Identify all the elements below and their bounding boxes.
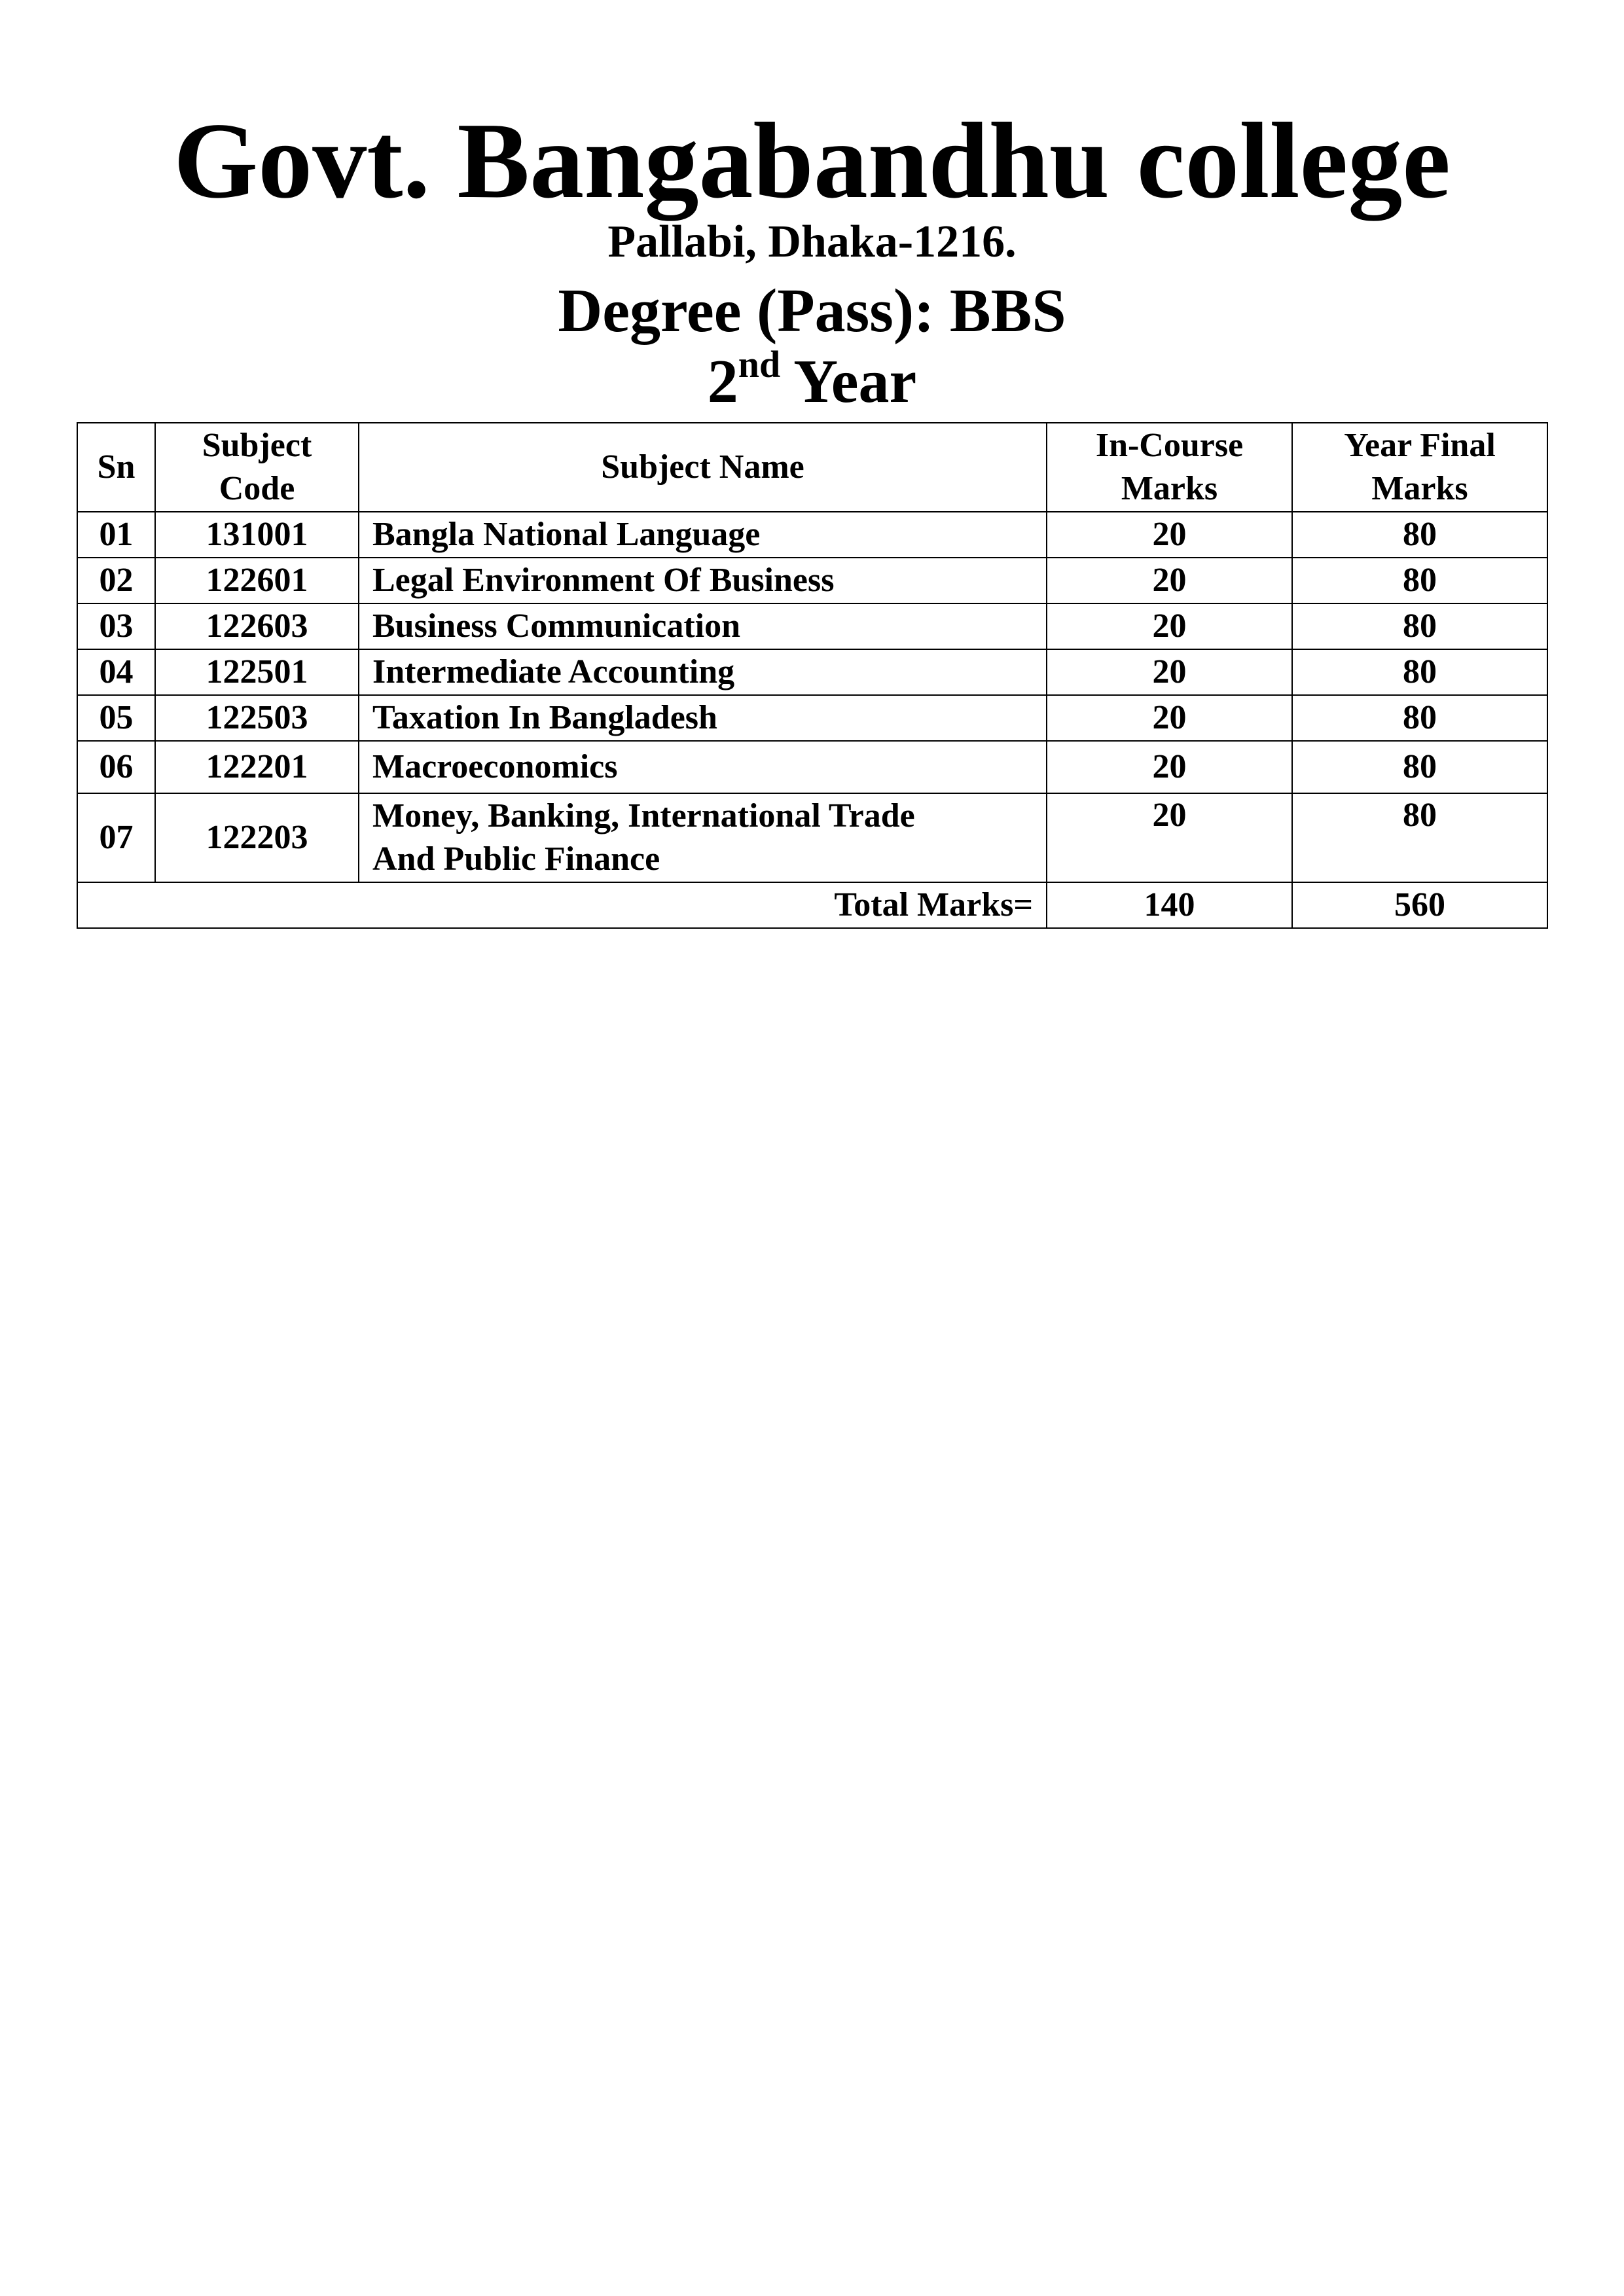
cell-year-final: 80 [1292, 649, 1547, 695]
table-row [77, 649, 1547, 695]
cell-code: 122603 [155, 603, 359, 649]
cell-in-course: 20 [1047, 649, 1292, 695]
cell-subject-name: Business Communication [359, 603, 1047, 649]
table-row [77, 603, 1547, 649]
cell-sn: 02 [77, 558, 155, 603]
total-year-final: 560 [1292, 882, 1547, 928]
cell-subject-name: Taxation In Bangladesh [359, 695, 1047, 741]
table-row [77, 793, 1547, 882]
table-row [77, 512, 1547, 558]
table-row [77, 695, 1547, 741]
year-word: Year [793, 348, 917, 416]
cell-sn: 03 [77, 603, 155, 649]
program-title: Degree (Pass): BBS [558, 277, 1066, 345]
table-row [77, 558, 1547, 603]
cell-subject-name: Macroeconomics [359, 741, 1047, 793]
cell-subject-name: Bangla National Language [359, 512, 1047, 558]
header-year-final-marks [1292, 423, 1547, 512]
total-row [77, 882, 1547, 928]
college-address: Pallabi, Dhaka-1216. [607, 217, 1017, 267]
college-name: Govt. Bangabandhu college [173, 100, 1451, 221]
header-subject-code [155, 423, 359, 512]
cell-code: 122203 [155, 793, 359, 882]
cell-in-course: 20 [1047, 512, 1292, 558]
cell-sn: 07 [77, 793, 155, 882]
total-label: Total Marks= [77, 882, 1047, 928]
cell-year-final: 80 [1292, 558, 1547, 603]
year-number: 2 [707, 348, 738, 416]
header-final-line1: Year Final [1344, 427, 1496, 464]
cell-sn: 06 [77, 741, 155, 793]
cell-year-final: 80 [1292, 512, 1547, 558]
header-incourse-line2: Marks [1121, 470, 1218, 507]
cell-sn: 01 [77, 512, 155, 558]
cell-in-course: 20 [1047, 793, 1292, 882]
cell-year-final: 80 [1292, 741, 1547, 793]
header-sn: Sn [77, 423, 155, 512]
cell-code: 122601 [155, 558, 359, 603]
cell-code: 131001 [155, 512, 359, 558]
cell-subject-name: Intermediate Accounting [359, 649, 1047, 695]
marks-table [77, 422, 1548, 929]
header-subject-name: Subject Name [359, 423, 1047, 512]
table-row [77, 741, 1547, 793]
cell-in-course: 20 [1047, 695, 1292, 741]
cell-in-course: 20 [1047, 558, 1292, 603]
cell-sn: 05 [77, 695, 155, 741]
cell-in-course: 20 [1047, 741, 1292, 793]
subject-name-line1: Money, Banking, International Trade [372, 797, 915, 834]
cell-code: 122501 [155, 649, 359, 695]
cell-year-final: 80 [1292, 603, 1547, 649]
year-suffix: nd [738, 343, 781, 386]
subject-name-line2: And Public Finance [372, 840, 660, 878]
cell-year-final: 80 [1292, 695, 1547, 741]
cell-sn: 04 [77, 649, 155, 695]
year-title [0, 343, 1624, 418]
cell-subject-name: Legal Environment Of Business [359, 558, 1047, 603]
header-code-line1: Subject [202, 427, 312, 464]
total-in-course: 140 [1047, 882, 1292, 928]
cell-code: 122201 [155, 741, 359, 793]
cell-subject-name [359, 793, 1047, 882]
cell-in-course: 20 [1047, 603, 1292, 649]
cell-code: 122503 [155, 695, 359, 741]
header-incourse-line1: In-Course [1095, 427, 1244, 464]
cell-year-final: 80 [1292, 793, 1547, 882]
header-final-line2: Marks [1371, 470, 1468, 507]
header-in-course-marks [1047, 423, 1292, 512]
table-header-row [77, 423, 1547, 512]
header-code-line2: Code [219, 470, 295, 507]
